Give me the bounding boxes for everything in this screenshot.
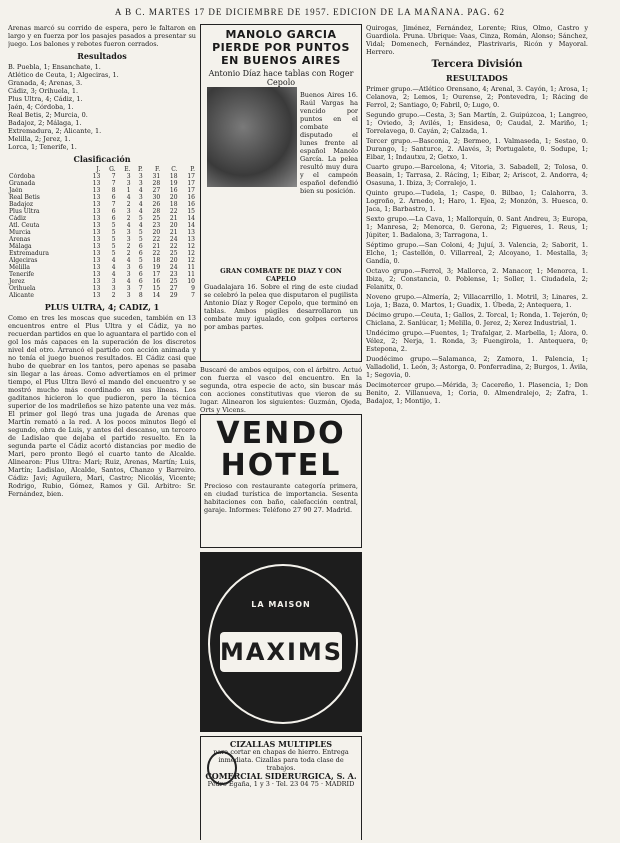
stat-cell: 17	[152, 271, 161, 278]
team-name: Plus Ultra	[9, 208, 40, 215]
result-line: Extremadura, 2; Alicante, 1.	[8, 127, 102, 135]
stat-cell: 2	[126, 201, 131, 208]
stat-cell: 6	[138, 250, 143, 257]
stat-cell: 13	[92, 278, 101, 285]
col3-intro: Quirogas, Jiménez, Fernández, Lorente; Rius, Olmo, Castro y Guardiola. Pruna. Ubrique: Vaas, Cinza, Román, Alonso; Sánchez, Vidal; Domenech, Fernández, Plastrivaris, Ricón y Mayoral. Herrero.	[366, 24, 588, 56]
stat-cell: 31	[152, 173, 161, 180]
clasificacion-heading: Clasificación	[73, 154, 131, 164]
table-row	[8, 243, 196, 250]
group-result-paragraph: Segundo grupo.—Cesta, 3; San Martín, 2. Guipúzcoa, 1; Langreo, 1; Oviedo, 3; Avilés, 1; Ensidesa, 0; Caudal, 2. Mariño, 1; Torrelavega, 0. Cayán, 2; Calzada, 1.	[366, 111, 588, 135]
stat-cell: 25	[169, 250, 178, 257]
stat-cell: 23	[169, 271, 178, 278]
group-result-paragraph: Octavo grupo.—Ferrol, 3; Mallorca, 2. Manacor, 1; Menorca, 1. Ibiza, 2; Constancia, 0. Poblense, 1; Soller, 1. Ciudadela, 2; Felanitx, 0.	[366, 267, 588, 291]
stat-cell: 14	[152, 292, 161, 299]
stat-cell: 4	[111, 271, 116, 278]
team-name: Granada	[9, 180, 36, 187]
stat-cell: 20	[152, 229, 161, 236]
stat-cell: 6	[138, 264, 143, 271]
result-line: Granada, 4; Arenas, 3.	[8, 79, 83, 87]
stat-cell: 3	[111, 278, 116, 285]
stat-cell: 13	[92, 257, 101, 264]
stat-cell: 6	[111, 194, 116, 201]
stat-cell: 27	[169, 285, 178, 292]
stat-cell: 29	[169, 292, 178, 299]
stat-cell: 15	[187, 208, 195, 215]
stat-cell: 6	[138, 271, 143, 278]
team-name: Extremadura	[9, 250, 50, 257]
stat-cell: 13	[92, 222, 101, 229]
shears-ad-address: Pedro Egaña, 1 y 3 · Tel. 23 04 75 · MADRID	[207, 780, 355, 788]
table-row	[8, 208, 196, 215]
boxing-subheadline: Antonio Díaz hace tablas con Roger Cepolo	[208, 69, 354, 87]
table-row	[8, 229, 196, 236]
stat-cell: 25	[169, 278, 178, 285]
stat-cell: 3	[126, 180, 131, 187]
standings-header-cell: E.	[124, 166, 131, 173]
stat-cell: 25	[152, 215, 161, 222]
group-result-paragraph: Décimo grupo.—Ceuta, 1; Gallos, 2. Torcal, 1; Ronda, 1. Tejerón, 0; Chiclana, 2. Sanlúcar, 1; Melilla, 0. Jerez, 2; Xerez Industrial, 1.	[366, 311, 588, 327]
stat-cell: 4	[126, 222, 131, 229]
stat-cell: 3	[126, 285, 131, 292]
stat-cell: 2	[126, 215, 131, 222]
stat-cell: 13	[92, 201, 101, 208]
stat-cell: 3	[126, 208, 131, 215]
stat-cell: 13	[92, 173, 101, 180]
team-name: Córdoba	[9, 173, 35, 180]
stat-cell: 14	[187, 215, 195, 222]
stat-cell: 13	[92, 264, 101, 271]
stat-cell: 11	[187, 271, 195, 278]
table-row	[8, 215, 196, 222]
hotel-ad-title: VENDO HOTEL	[216, 416, 346, 483]
stat-cell: 4	[126, 278, 131, 285]
table-row	[8, 292, 196, 299]
stat-cell: 13	[92, 194, 101, 201]
stat-cell: 7	[191, 292, 195, 299]
stat-cell: 24	[169, 236, 178, 243]
standings-header-cell: P.	[190, 166, 195, 173]
stat-cell: 19	[152, 264, 161, 271]
stat-cell: 5	[111, 250, 116, 257]
group-result-paragraph: Noveno grupo.—Almería, 2; Villacarrillo, 1. Motril, 3; Linares, 2. Loja, 1; Baza, 0. Martos, 1; Guadix, 1. Úbeda, 2; Antequera, 1.	[366, 293, 588, 309]
table-row	[8, 285, 196, 292]
maxims-small-text: LA MAISON	[251, 600, 311, 609]
stat-cell: 2	[126, 250, 131, 257]
result-line: Melilla, 2; Jerez, 1.	[8, 135, 71, 143]
standings-header-cell: G.	[109, 166, 116, 173]
stat-cell: 13	[187, 236, 195, 243]
stat-cell: 21	[152, 243, 161, 250]
group-result-paragraph: Duodécimo grupo.—Salamanca, 2; Zamora, 1. Palencia, 1; Valladolid, 1. León, 3; Astorga, 0. Ponferradina, 2; Burgos, 1. Ávila, 1; Segovia, 0.	[366, 355, 588, 379]
stat-cell: 13	[187, 229, 195, 236]
standings-header-row	[8, 166, 196, 173]
stat-cell: 5	[138, 215, 143, 222]
stat-cell: 3	[126, 292, 131, 299]
maxims-ad	[200, 552, 362, 732]
stat-cell: 3	[126, 173, 131, 180]
boxing-headline: MANOLO GARCIA PIERDE POR PUNTOS EN BUENOS AIRES	[212, 28, 350, 67]
result-line: Atlético de Ceuta, 1; Algeciras, 1.	[8, 71, 119, 79]
stat-cell: 5	[111, 243, 116, 250]
stat-cell: 27	[152, 187, 161, 194]
table-row	[8, 187, 196, 194]
stat-cell: 16	[169, 187, 178, 194]
tercera-heading: Tercera División	[431, 59, 523, 70]
stat-cell: 12	[187, 257, 195, 264]
stat-cell: 3	[126, 236, 131, 243]
standings-header-cell	[8, 166, 84, 173]
result-line: Plus Ultra, 4; Cádiz, 1.	[8, 95, 83, 103]
stat-cell: 11	[187, 264, 195, 271]
stat-cell: 1	[126, 187, 131, 194]
stat-cell: 8	[138, 292, 143, 299]
stat-cell: 3	[126, 229, 131, 236]
stat-cell: 17	[187, 173, 195, 180]
stat-cell: 6	[111, 215, 116, 222]
table-row	[8, 180, 196, 187]
team-name: Alicante	[9, 292, 34, 299]
hotel-ad-body: Precioso con restaurante categoría primera, en ciudad turística de importancia. Sesenta habitaciones con baño, calefacción central, garaje. Informes: Teléfono 27 90 27. Madrid.	[204, 482, 358, 514]
stat-cell: 6	[111, 208, 116, 215]
result-line: Cádiz, 3; Orihuela, 1.	[8, 87, 79, 95]
stat-cell: 5	[138, 229, 143, 236]
stat-cell: 23	[152, 222, 161, 229]
group-result-paragraph: Quinto grupo.—Tudela, 1; Caspe, 0. Bilbao, 1; Calahorra, 3. Logroño, 2. Arnedo, 1; Haro, 1. Ejea, 2; Monzón, 3. Huesca, 0. Jaca, 1; Barbastro, 1.	[366, 189, 588, 213]
after-article-text: Buscaré de ambos equipos, con el árbitro. Actuó con fuerza el vasco del encuentro. En la segunda, otra especie de acto, sin buscar más con acciones constitutivas que vieron de su lugar. Alinearon los siguientes: Guzmán, Ojeda, Orts y Vicens.	[200, 366, 362, 414]
stat-cell: 7	[111, 180, 116, 187]
stat-cell: 5	[111, 229, 116, 236]
column-middle	[200, 24, 362, 840]
tercera-resultados-heading: RESULTADOS	[446, 73, 508, 83]
group-result-paragraph: Decimotercer grupo.—Mérida, 3; Cacereño, 1. Plasencia, 1; Don Benito, 2. Villanueva, 1; Coria, 0. Almendralejo, 2; Zafra, 1. Badajoz, 1; Montijo, 1.	[366, 381, 588, 405]
standings-header-cell: P.	[138, 166, 143, 173]
team-name: Tenerife	[9, 271, 35, 278]
stat-cell: 13	[92, 208, 101, 215]
match-report-body: Como en tres les moscas que suceden, también en 13 encuentros entre el Plus Ultra y el Cádiz, ya no recuerdan partidos en que lo aguantara el partido con el gol los más capaces en la superación de los discretos nivel del otro. Arrancó el partido con acción animada y no tenía el juego buenos resultados. El Cádiz casi que hubo de quebrar en los tantos, pero apenas se pasaba sin llegar a las áreas. Como advertíamos en el primer tiempo, el Plus Ultra llevó el mando del encuentro y se mostró mucho más coordinado en sus líneas. Los gaditanos hicieron lo que pudieron, pero la técnica superior de los madrileños se hizo patente una vez más. El primer gol llegó tras una jugada de Arenas que Martín remató a la red. A los pocos minutos llegó el segundo, obra de Luis, y antes del descanso, un tercero de Ladislao que dejaba el partido resuelto. En la segunda parte el Cádiz acortó distancias por medio de Mari, pero pronto llegó el cuarto tanto de Alcalde. Alinearon: Plus Ultra: Mari; Ruiz, Arenas, Martín; Luis, Martín; Ladislao, Alcalde, Santos, Chanzo y Barreiro. Cádiz: Javi; Aguilera, Mari, Castro; Nicolás, Vicente; Rodrigo, Rubio, Gómez, Ramos y Gil. Arbitro: Sr. Fernández, bien.	[8, 314, 196, 498]
table-row	[8, 257, 196, 264]
results-list	[8, 63, 196, 151]
table-row	[8, 173, 196, 180]
stat-cell: 5	[111, 236, 116, 243]
result-line: Real Betis, 2; Murcia, 0.	[8, 111, 88, 119]
stat-cell: 6	[138, 243, 143, 250]
stat-cell: 28	[152, 208, 161, 215]
result-line: Jaén, 4; Córdoba, 1.	[8, 103, 74, 111]
boxing-photo	[207, 87, 297, 187]
team-name: Melilla	[9, 264, 30, 271]
standings-header-cell: F.	[155, 166, 161, 173]
stat-cell: 16	[152, 278, 161, 285]
maxims-logo-text: MAXIMS	[220, 638, 344, 666]
group-result-paragraph: Sexto grupo.—La Cava, 1; Mallorquín, 0. Sant Andreu, 3; Europa, 1; Manresa, 2; Menorca, 0. Gerona, 2; Figueres, 1. Reus, 1; Júpiter, 1. Badalona, 3; Tarragona, 1.	[366, 215, 588, 239]
stat-cell: 22	[152, 236, 161, 243]
stat-cell: 17	[187, 187, 195, 194]
table-row	[8, 201, 196, 208]
stat-cell: 19	[169, 180, 178, 187]
group-result-paragraph: Tercer grupo.—Basconia, 2; Bermeo, 1. Valmaseda, 1; Sestao, 0. Durango, 1; Santurce, 2. Alavés, 3; Portugalete, 0. Sodupe, 1; Eibar, 1; Indautxu, 2; Getxo, 1.	[366, 137, 588, 161]
team-name: Badajoz	[9, 201, 34, 208]
stat-cell: 22	[169, 243, 178, 250]
stat-cell: 21	[169, 215, 178, 222]
stat-cell: 2	[111, 292, 116, 299]
boxing-body-2: Guadalajara 16. Sobre el ring de este ciudad se celebró la pelea que disputaron el pugilista Antonio Díaz y Roger Cepolo, que terminó en tablas. Ambos púgiles desarrollaron un combate muy igualado, con golpes certeros por ambas partes.	[204, 283, 358, 331]
stat-cell: 13	[92, 215, 101, 222]
stat-cell: 8	[111, 187, 116, 194]
stat-cell: 14	[187, 222, 195, 229]
stat-cell: 13	[92, 236, 101, 243]
company-logo-icon	[207, 751, 237, 785]
stat-cell: 4	[111, 264, 116, 271]
stat-cell: 17	[187, 180, 195, 187]
stat-cell: 12	[187, 250, 195, 257]
group-result-paragraph: Cuarto grupo.—Barcelona, 4; Vitoria, 3. Sabadell, 2; Tolosa, 0. Beasain, 1; Tarrasa, 2. Rácing, 1; Eibar, 2; Ariscot, 2. Andorra, 4; Osasuna, 1. Ibiza, 3; Corralejo, 1.	[366, 163, 588, 187]
table-row	[8, 264, 196, 271]
stat-cell: 4	[126, 194, 131, 201]
stat-cell: 18	[169, 201, 178, 208]
group-result-paragraph: Séptimo grupo.—San Coloni, 4; Jujuí, 3. Valencia, 2; Saborit, 1. Elche, 1; Castellón, 0. Villarreal, 2; Alcoyano, 1. Mestalla, 3; Gandía, 0.	[366, 241, 588, 265]
team-name: Murcia	[9, 229, 31, 236]
shears-ad-company: COMERCIAL SIDERURGICA, S. A.	[205, 771, 357, 781]
stat-cell: 13	[92, 285, 101, 292]
stat-cell: 22	[169, 208, 178, 215]
team-name: Atl. Ceuta	[9, 222, 40, 229]
standings-table	[8, 166, 196, 299]
stat-cell: 18	[169, 173, 178, 180]
stat-cell: 28	[152, 180, 161, 187]
stat-cell: 13	[92, 271, 101, 278]
stat-cell: 3	[111, 285, 116, 292]
stat-cell: 18	[152, 257, 161, 264]
shears-ad-title: CIZALLAS MULTIPLES	[229, 739, 333, 749]
team-name: Málaga	[9, 243, 32, 250]
stat-cell: 20	[169, 222, 178, 229]
table-row	[8, 236, 196, 243]
team-name: Real Betis	[9, 194, 40, 201]
stat-cell: 3	[126, 271, 131, 278]
stat-cell: 4	[138, 187, 143, 194]
stat-cell: 13	[92, 292, 101, 299]
stat-cell: 13	[92, 180, 101, 187]
result-line: Lorca, 1; Tenerife, 1.	[8, 143, 77, 151]
group-result-paragraph: Primer grupo.—Atlético Orensano, 4; Arenal, 3. Cayón, 1; Arosa, 1; Celanova, 2; Lemos, 1; Ourense, 2; Pontevedra, 1; Rácing de Ferrol, 2; Santiago, 0; Fabril, 0; Lugo, 0.	[366, 85, 588, 109]
stat-cell: 4	[111, 257, 116, 264]
stat-cell: 20	[169, 257, 178, 264]
stat-cell: 3	[138, 173, 143, 180]
stat-cell: 12	[187, 243, 195, 250]
stat-cell: 3	[126, 264, 131, 271]
shears-ad	[200, 736, 362, 840]
hotel-ad	[200, 414, 362, 548]
team-name: Jaén	[9, 187, 23, 194]
group-results	[366, 85, 588, 405]
stat-cell: 24	[169, 264, 178, 271]
boxing-caption: GRAN COMBATE DE DIAZ Y CON CAPELO	[220, 267, 342, 283]
stat-cell: 10	[187, 278, 195, 285]
stat-cell: 16	[187, 201, 195, 208]
stat-cell: 9	[191, 285, 195, 292]
stat-cell: 30	[152, 194, 161, 201]
stat-cell: 5	[138, 257, 143, 264]
match-report-title: PLUS ULTRA, 4; CADIZ, 1	[44, 302, 160, 312]
team-name: Cádiz	[9, 215, 27, 222]
team-name: Jerez	[9, 278, 25, 285]
stat-cell: 21	[169, 229, 178, 236]
stat-cell: 13	[92, 187, 101, 194]
stat-cell: 7	[111, 173, 116, 180]
page-header: A B C. MARTES 17 DE DICIEMBRE DE 1957. EDICION DE LA MAÑANA. PAG. 62	[114, 7, 506, 17]
stat-cell: 13	[92, 243, 101, 250]
boxing-body: Buenos Aires 16. Raúl Vargas ha vencido por puntos en el combate disputado el lunes frente al español Manolo García. La pelea resultó muy dura y el campeón español defendió bien su posición.	[300, 91, 358, 195]
table-row	[8, 194, 196, 201]
stat-cell: 4	[138, 201, 143, 208]
stat-cell: 3	[138, 194, 143, 201]
stat-cell: 22	[152, 250, 161, 257]
stat-cell: 6	[138, 278, 143, 285]
column-left	[8, 24, 196, 840]
stat-cell: 7	[138, 285, 143, 292]
stat-cell: 20	[169, 194, 178, 201]
group-result-paragraph: Undécimo grupo.—Fuentes, 1; Trafalgar, 2. Marbella, 1; Álora, 0. Vélez, 2; Nerja, 1. Ronda, 3; Fuengirola, 1. Antequera, 0; Estepona, 2.	[366, 329, 588, 353]
column-right	[366, 24, 588, 840]
table-row	[8, 271, 196, 278]
team-name: Arenas	[9, 236, 31, 243]
intro-text: Arenas marcó su corrido de espera, pero le faltaron en largo y en fuerza por los pasajes pasados a presentar su juego. Los balones y rebotes fueron cerrados.	[8, 24, 196, 48]
stat-cell: 3	[138, 180, 143, 187]
stat-cell: 5	[111, 222, 116, 229]
table-row	[8, 222, 196, 229]
result-line: Badajoz, 2; Málaga, 1.	[8, 119, 82, 127]
stat-cell: 5	[138, 236, 143, 243]
standings-header-cell: J.	[96, 166, 101, 173]
stat-cell: 7	[111, 201, 116, 208]
stat-cell: 2	[126, 243, 131, 250]
stat-cell: 26	[152, 201, 161, 208]
standings-header-cell: C.	[171, 166, 178, 173]
stat-cell: 4	[138, 222, 143, 229]
resultados-heading: Resultados	[77, 51, 127, 61]
stat-cell: 13	[92, 229, 101, 236]
stat-cell: 4	[138, 208, 143, 215]
team-name: Algeciras	[9, 257, 38, 264]
table-row	[8, 250, 196, 257]
stat-cell: 4	[126, 257, 131, 264]
stat-cell: 15	[152, 285, 161, 292]
table-row	[8, 278, 196, 285]
shears-ad-body: para cortar en chapas de hierro. Entrega inmediata. Cizallas para toda clase de trabajos.	[213, 748, 349, 772]
stat-cell: 13	[92, 250, 101, 257]
boxing-article	[200, 24, 362, 362]
stat-cell: 16	[187, 194, 195, 201]
result-line: B. Puebla, 1; Ensanchate, 1.	[8, 63, 101, 71]
team-name: Orihuela	[9, 285, 36, 292]
